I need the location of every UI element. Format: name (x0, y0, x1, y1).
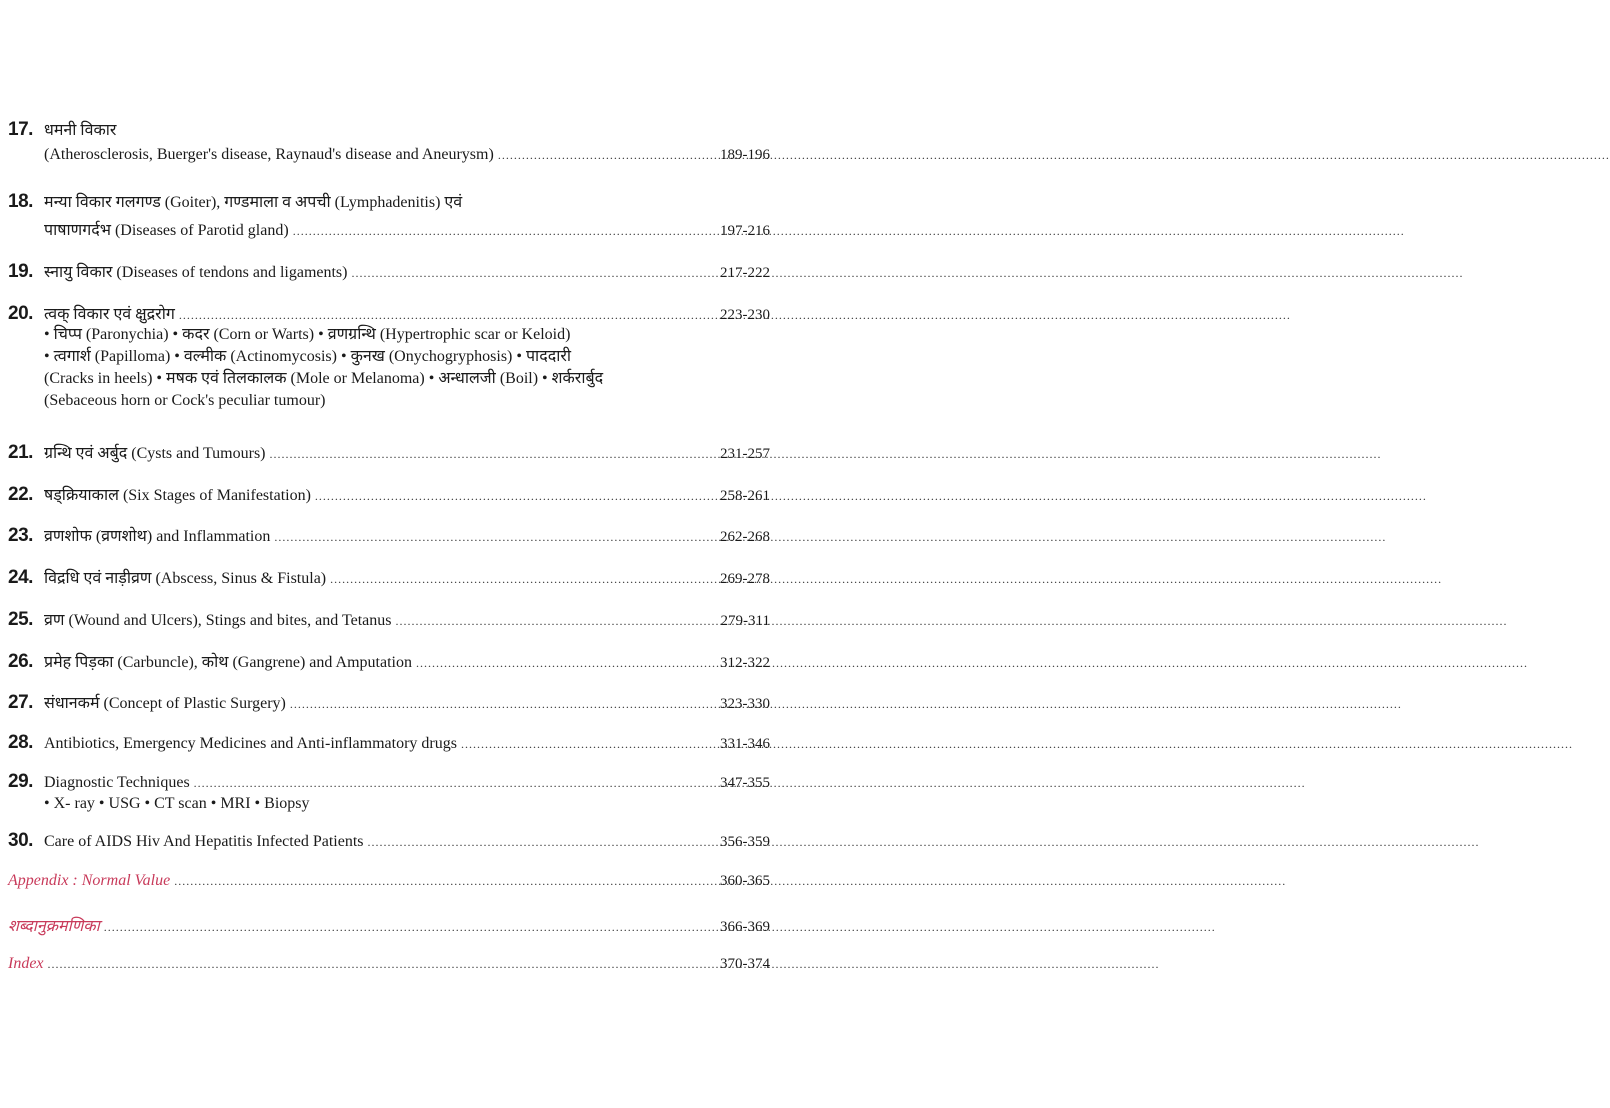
entry-title-line2: पाषाणगर्दभ (Diseases of Parotid gland) (44, 222, 289, 239)
entry-number: 21. (8, 442, 33, 463)
subtopic-line: (Sebaceous horn or Cock's peculiar tumour) (44, 392, 326, 409)
entry-title: विद्रधि एवं नाड़ीव्रण (Abscess, Sinus & Fistula) (44, 570, 327, 587)
entry-title: Care of AIDS Hiv And Hepatitis Infected Patients (44, 833, 364, 850)
entry-title-line2: (Atherosclerosis, Buerger's disease, Raynaud's disease and Aneurysm) (44, 146, 494, 163)
entry-pages: 231-257 (720, 446, 770, 462)
appendix-title: Index (8, 955, 44, 972)
entry-number: 30. (8, 830, 33, 851)
toc-entry-23 (8, 524, 770, 546)
entry-title: व्रणशोफ (व्रणशोथ) and Inflammation (44, 528, 271, 545)
entry-pages: 223-230 (720, 307, 770, 323)
appendix-title: Appendix : Normal Value (8, 872, 171, 889)
entry-title: Diagnostic Techniques (44, 774, 190, 791)
dot-leader (179, 308, 716, 323)
dot-leader (461, 737, 716, 752)
entry-title: धमनी विकार (44, 122, 117, 139)
entry-title: स्नायु विकार (Diseases of tendons and ligaments) (44, 264, 348, 281)
entry-number: 24. (8, 567, 33, 588)
toc-entry-21 (8, 441, 770, 463)
dot-leader (368, 835, 717, 850)
entry-title: व्रण (Wound and Ulcers), Stings and bites, and Tetanus (44, 612, 392, 629)
toc-appendix-normal-value (8, 872, 770, 894)
subtopic-line: • X- ray • USG • CT scan • MRI • Biopsy (44, 795, 310, 812)
entry-pages: 370-374 (720, 956, 770, 972)
entry-pages: 258-261 (720, 488, 770, 504)
entry-pages: 279-311 (720, 613, 770, 629)
toc-entry-24 (8, 566, 770, 588)
toc-entry-28 (8, 732, 770, 754)
entry-pages: 262-268 (720, 529, 770, 545)
toc-entry-20 (8, 302, 770, 412)
dot-leader (274, 530, 716, 545)
toc-entry-30 (8, 830, 770, 852)
toc-entry-17 (8, 118, 770, 168)
entry-number: 23. (8, 525, 33, 546)
toc-index (8, 955, 770, 977)
entry-title: षड्क्रियाकाल (Six Stages of Manifestation) (44, 487, 311, 504)
entry-pages: 331-346 (720, 736, 770, 752)
entry-number: 17. (8, 119, 33, 140)
dot-leader (270, 447, 716, 462)
entry-title: संधानकर्म (Concept of Plastic Surgery) (44, 695, 286, 712)
entry-pages: 366-369 (720, 919, 770, 935)
dot-leader (498, 148, 716, 163)
entry-number: 20. (8, 303, 33, 324)
subtopic-line: • चिप्प (Paronychia) • कदर (Corn or Warts) • व्रणग्रन्थि (Hypertrophic scar or Keloid) (44, 326, 571, 343)
toc-shabdanukramanika (8, 914, 770, 936)
entry-pages: 347-355 (720, 775, 770, 791)
dot-leader (416, 656, 716, 671)
entry-number: 26. (8, 651, 33, 672)
toc-entry-19 (8, 260, 770, 282)
toc-entry-26 (8, 650, 770, 672)
toc-entry-22 (8, 483, 770, 505)
entry-title: Antibiotics, Emergency Medicines and Anti-inflammatory drugs (44, 735, 457, 752)
subtopic-line: (Cracks in heels) • मषक एवं तिलकालक (Mole or Melanoma) • अन्धालजी (Boil) • शर्करार्बुद (44, 370, 604, 387)
entry-title: मन्या विकार गलगण्ड (Goiter), गण्डमाला व अपची (Lymphadenitis) एवं (44, 194, 463, 211)
entry-pages: 217-222 (720, 265, 770, 281)
entry-number: 19. (8, 261, 33, 282)
entry-number: 28. (8, 732, 33, 753)
entry-pages: 356-359 (720, 834, 770, 850)
entry-pages: 360-365 (720, 873, 770, 889)
toc-entry-25 (8, 608, 770, 630)
toc-entry-27 (8, 691, 770, 713)
toc-entry-29 (8, 771, 770, 815)
subtopic-line: • त्वगार्श (Papilloma) • वल्मीक (Actinomycosis) • कुनख (Onychogryphosis) • पाददारी (44, 348, 572, 365)
entry-pages: 269-278 (720, 571, 770, 587)
entry-title: त्वक् विकार एवं क्षुद्ररोग (44, 306, 175, 323)
toc-entry-18 (8, 190, 770, 240)
dot-leader (174, 874, 716, 889)
entry-number: 27. (8, 692, 33, 713)
appendix-title: शब्दानुक्रमणिका (8, 918, 100, 935)
dot-leader (395, 614, 716, 629)
entry-pages: 323-330 (720, 696, 770, 712)
dot-leader (48, 957, 716, 972)
dot-leader (290, 697, 716, 712)
dot-leader (293, 224, 716, 239)
table-of-contents (0, 0, 780, 1108)
dot-leader (194, 776, 716, 791)
entry-pages: 197-216 (720, 223, 770, 239)
dot-leader (330, 572, 716, 587)
entry-pages: 312-322 (720, 655, 770, 671)
entry-number: 18. (8, 191, 33, 212)
dot-leader (352, 266, 717, 281)
dot-leader (104, 920, 716, 935)
entry-number: 29. (8, 771, 33, 792)
entry-pages: 189-196 (720, 147, 770, 163)
entry-title: ग्रन्थि एवं अर्बुद (Cysts and Tumours) (44, 445, 266, 462)
entry-title: प्रमेह पिड़का (Carbuncle), कोथ (Gangrene) and Amputation (44, 654, 412, 671)
entry-number: 22. (8, 484, 33, 505)
dot-leader (315, 489, 716, 504)
entry-number: 25. (8, 609, 33, 630)
